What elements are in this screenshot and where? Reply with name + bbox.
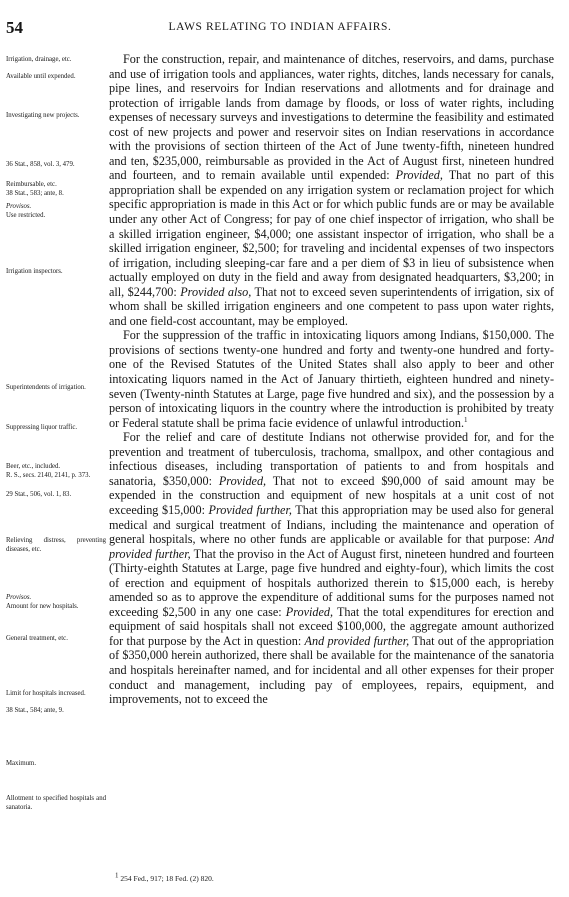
margin-note: Allotment to specified hospitals and sanatoria. [6, 795, 106, 811]
footnote [115, 871, 214, 883]
footnote-text: 254 Fed., 917; 18 Fed. (2) 820. [120, 874, 214, 883]
body-text [109, 52, 554, 707]
margin-note: 38 Stat., 584; ante, 9. [6, 707, 64, 714]
margin-note: Irrigation inspectors. [6, 268, 63, 275]
margin-note: Maximum. [6, 760, 37, 767]
page-number: 54 [6, 18, 23, 37]
margin-note: Beer, etc., included. [6, 463, 61, 470]
margin-note: Suppressing liquor traffic. [6, 424, 78, 431]
margin-note: 29 Stat., 506, vol. 1, 83. [6, 491, 72, 498]
paragraph-liquor-traffic: For the suppression of the traffic in intoxicating liquors among Indians, $150,000. The provisions of sections twenty-one hundred and forty and twenty-one hundred and forty-one of the Revised Statutes of the United States shall also apply to beer and other intoxicating liquors named in the Act of January thirtieth, eighteen hundred and ninety-seven (Twenty-ninth Statutes at Large, page five hundred and six), and the possession by a person of intoxicating liquors in the country where the introduction is prohibited by treaty or Federal statute shall be prima facie evidence of unlawful introduction.$^1$ [109, 328, 554, 430]
margin-note: Investigating new projects. [6, 112, 80, 119]
margin-note: Available until expended. [6, 73, 76, 80]
margin-note: Use restricted. [6, 212, 46, 219]
margin-note: Amount for new hospitals. [6, 603, 79, 610]
running-head: LAWS RELATING TO INDIAN AFFAIRS. [168, 21, 392, 33]
margin-note: Limit for hospitals increased. [6, 690, 86, 697]
margin-note: Irrigation, drainage, etc. [6, 56, 72, 63]
margin-notes [0, 0, 105, 897]
margin-note: General treatment, etc. [6, 635, 68, 642]
paragraph-irrigation: For the construction, repair, and maintenance of ditches, reservoirs, and dams, purchase and use of irrigation tools and appliances, water rights, ditches, lands necessary for canals, pipe lines, and reservoirs for Indian reservations and allotments and for drainage and protection of irrigable lands from damage by floods, or loss of water rights, including expenses of necessary surveys and investigations to determine the feasibility and estimated cost of new projects and power and reservoir sites on Indian reservations in accordance with the provisions of section thirteen of the Act of June twenty-fifth, nineteen hundred and ten, $235,000, reimbursable as provided in the Act of August first, nineteen hundred and fourteen, and to remain available until expended: Provided, That no part of this appropriation shall be expended on any irrigation system or reclamation project for which specific appropriation is made in this Act or for which public funds are or may be available under any other Act of Congress; for pay of one chief inspector of irrigation, who shall be a skilled irrigation engineer, $4,000; one assistant inspector of irrigation, who shall be a skilled irrigation engineer, $2,500; for traveling and incidental expenses of two inspectors of irrigation, including sleeping-car fare and a per diem of $3 in lieu of subsistence when actually employed on duty in the field and away from designated headquarters, $3,200; in all, $244,700: Provided also, That not to exceed seven superintendents of irrigation, six of whom shall be skilled irrigation engineers and one competent to pass upon water rights, and one field-cost accountant, may be employed. [109, 52, 554, 328]
margin-note: Relieving distress, preventing diseases, etc. [6, 537, 106, 553]
margin-note: Provisos. [6, 594, 32, 601]
margin-note: R. S., secs. 2140, 2141, p. 373. [6, 472, 91, 479]
margin-note: Superintendents of irrigation. [6, 384, 86, 391]
margin-note: 38 Stat., 583; ante, 8. [6, 190, 64, 197]
margin-note: 36 Stat., 858, vol. 3, 479. [6, 161, 75, 168]
margin-note: Reimbursable, etc. [6, 181, 57, 188]
margin-note: Provisos. [6, 203, 32, 210]
paragraph-relief-and-care: For the relief and care of destitute Indians not otherwise provided for, and for the prevention and treatment of tuberculosis, trachoma, smallpox, and other contagious and infectious diseases, including transportation of patients to and from hospitals and sanatoria, $350,000: Provided, That not to exceed $90,000 of said amount may be expended in the construction and equipment of new hospitals at a unit cost of not exceeding $15,000: Provided further, That this appropriation may be used also for general medical and surgical treatment of Indians, including the maintenance and operation of general hospitals, where no other funds are applicable or available for that purpose: And provided further, That the proviso in the Act of August first, nineteen hundred and fourteen (Thirty-eighth Statutes at Large, page five hundred and eighty-four), which limits the cost of erection and equipment of hospitals authorized therein to $15,000 each, is hereby amended so as to approve the expenditure of additional sums for the purposes named not exceeding $2,500 in any one case: Provided, That the total expenditures for erection and equipment of said hospitals shall not exceed $100,000, the aggregate amount authorized for that purpose by the Act in question: And provided further, That out of the appropriation of $350,000 herein authorized, there shall be available for the maintenance of the sanatoria and hospitals hereinafter named, and for incidental and all other expenses for their proper conduct and management, including pay of employees, repairs, equipment, and improvements, not to exceed the [109, 430, 554, 707]
footnote-reference: 1 [464, 415, 468, 424]
footnote-marker: 1 [115, 871, 119, 880]
